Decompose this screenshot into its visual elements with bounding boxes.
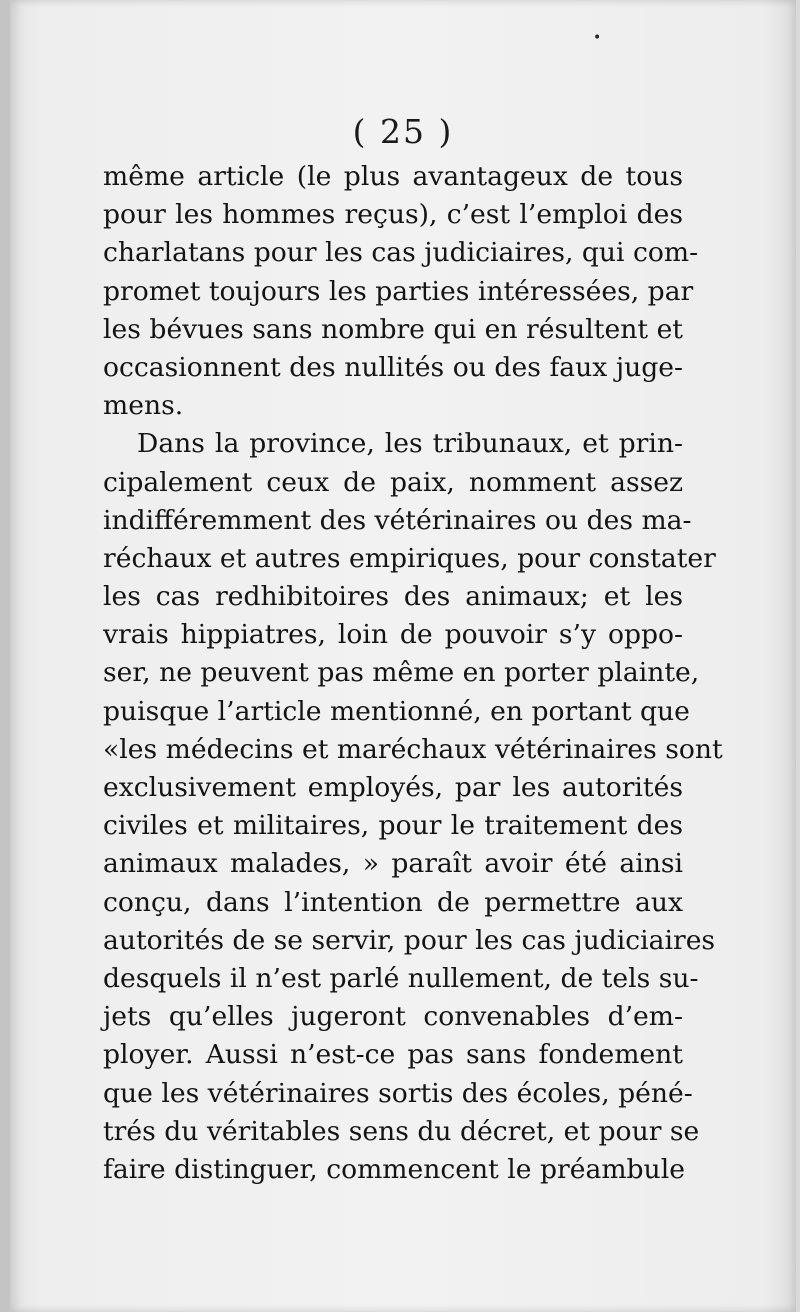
page-number: ( 25 ) [352, 112, 454, 151]
text-line: faire distinguer, commencent le préambule [103, 1153, 685, 1185]
text-line: que les vétérinaires sortis des écoles, péné- [103, 1077, 693, 1109]
text-line: ployer. Aussi n’est-ce pas sans fondement [103, 1039, 683, 1071]
ink-speck: • [593, 30, 602, 46]
text-line: cipalement ceux de paix, nomment assez [103, 466, 683, 498]
text-line: ser, ne peuvent pas même en porter plainte, [103, 657, 700, 689]
text-line: puisque l’article mentionné, en portant que [103, 695, 690, 727]
text-line: trés du véritables sens du décret, et pour se [103, 1115, 700, 1147]
text-line: promet toujours les parties intéressées, par [103, 275, 694, 307]
text-line: conçu, dans l’intention de permettre aux [103, 886, 683, 918]
text-line: autorités de se servir, pour les cas judiciaires [103, 924, 716, 956]
text-line: réchaux et autres empiriques, pour constater [103, 542, 716, 574]
text-line: Dans la province, les tribunaux, et prin- [137, 428, 683, 460]
body-text [103, 158, 723, 1189]
text-line: exclusivement employés, par les autorités [103, 772, 683, 803]
text-line: les cas redhibitoires des animaux; et les [103, 581, 683, 613]
text-line: animaux malades, » paraît avoir été ainsi [103, 848, 683, 880]
text-line: occasionnent des nullités ou des faux juge- [103, 351, 683, 383]
text-line: desquels il n’est parlé nullement, de tels su- [103, 962, 699, 994]
text-line: pour les hommes reçus), c’est l’emploi des [103, 199, 683, 231]
text-line: «les médecins et maréchaux vétérinaires sont [103, 733, 723, 765]
book-page [10, 0, 796, 1312]
text-line: jets qu’elles jugeront convenables d’em- [103, 1001, 683, 1033]
text-line: les bévues sans nombre qui en résultent et [103, 313, 683, 345]
text-line: indifféremment des vétérinaires ou des ma- [103, 504, 692, 536]
page-binding-edge [0, 0, 10, 1312]
text-line: civiles et militaires, pour le traitement des [103, 810, 683, 842]
text-line: mens. [103, 390, 184, 422]
text-line: même article (le plus avantageux de tous [103, 161, 683, 192]
text-line: vrais hippiatres, loin de pouvoir s’y oppo- [103, 619, 683, 651]
text-line: charlatans pour les cas judiciaires, qui com- [103, 237, 699, 269]
